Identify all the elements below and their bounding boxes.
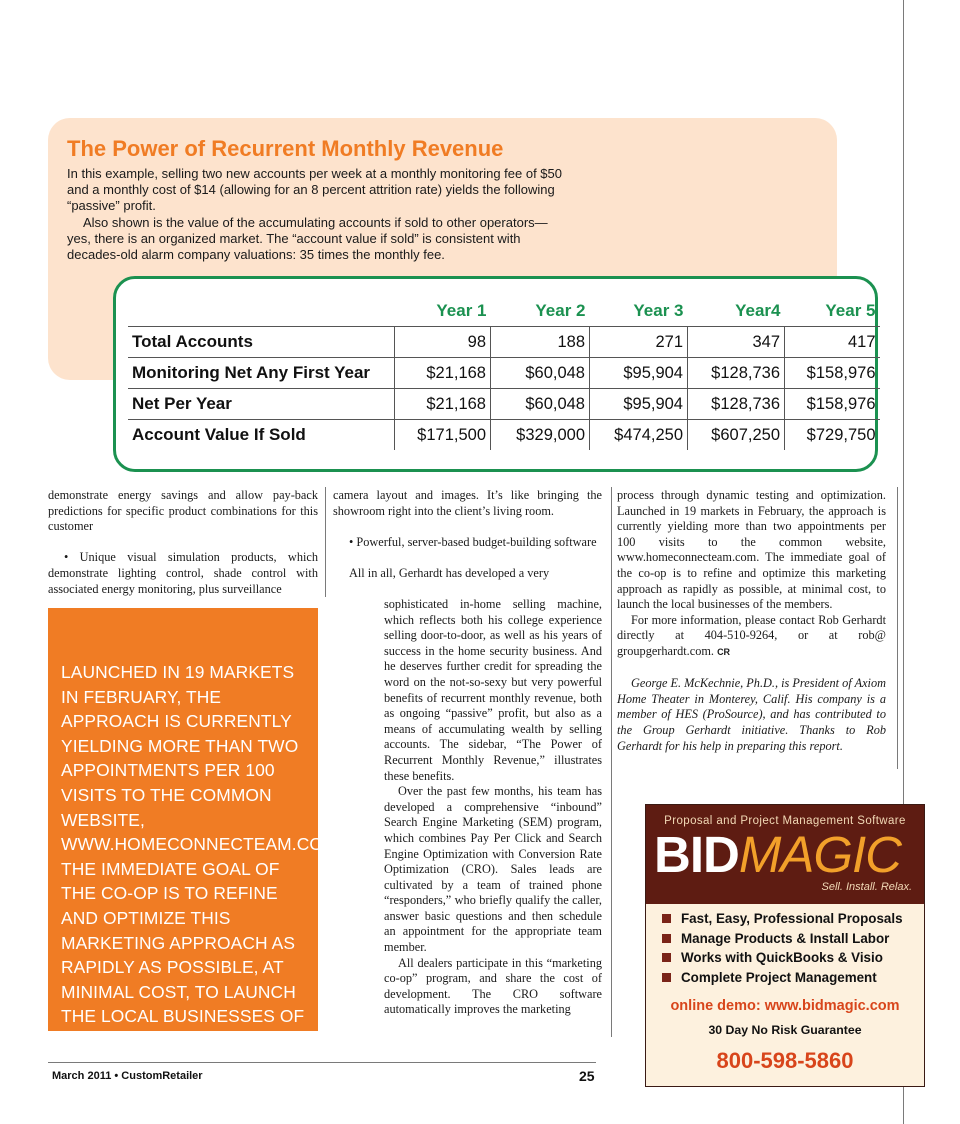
list-item [662, 948, 903, 968]
body-paragraph-lead: All in all, Gerhardt has developed a very [349, 565, 550, 580]
table-cell: $729,750 [785, 420, 880, 451]
column-rule-2 [611, 487, 612, 1037]
body-paragraph: • Powerful, server-based budget-building software [349, 534, 597, 549]
ad-demo-link[interactable]: online demo: www.bidmagic.com [670, 998, 900, 1014]
body-paragraph: Over the past few months, his team has developed a comprehensive “inbound” Search Engine Marketing (SEM) program, which combines Pay Per Click and Search Engine Optimization with Conversion Rate Optimization (CRO). Sales leads are cultivated by a team of trained phone “responders,” who briefly qualify the caller, answer basic questions and then schedule an appointment for the appropriate team member. [384, 784, 602, 955]
pull-quote-text: LAUNCHED IN 19 MARKETS IN FEBRUARY, THE APPROACH IS CURRENTLY YIELDING MORE THAN TWO APPOINTMENTS PER 100 VISITS TO THE COMMON WEBSITE, WWW.HOMECONNECTEAM.COM. THE IMMEDIATE GOAL OF THE CO-OP IS TO REFINE AND OPTIMIZE THIS MARKETING APPROACH AS RAPIDLY AS POSSIBLE, AT MINIMAL COST, TO LAUNCH THE LOCAL BUSINESSES OF THE MEMBERS. [61, 662, 343, 1051]
column-header: Year4 [735, 301, 781, 320]
row-label: Monitoring Net Any First Year [128, 358, 395, 389]
table-cell: $128,736 [688, 389, 785, 420]
sidebar-title: The Power of Recurrent Monthly Revenue [67, 136, 504, 161]
revenue-table [128, 296, 880, 450]
body-column-2-wrap [384, 597, 602, 1018]
body-column-2 [333, 488, 602, 582]
square-bullet-icon [662, 973, 671, 982]
body-paragraph [617, 613, 886, 661]
logo-bid: BID [654, 826, 739, 883]
table-cell: 271 [590, 327, 688, 358]
body-paragraph: camera layout and images. It’s like bringing the showroom right into the client’s living room. [333, 488, 602, 518]
column-rule-3 [897, 487, 898, 769]
square-bullet-icon [662, 934, 671, 943]
sidebar-intro [67, 166, 562, 263]
body-paragraph: • Unique visual simulation products, which demonstrate lighting control, shade control with associated energy monitoring, plus surveillance [48, 550, 318, 596]
ad-header [646, 805, 924, 904]
table-cell: $158,976 [785, 389, 880, 420]
body-paragraph: process through dynamic testing and optimization. Launched in 19 markets in February, the approach is currently yielding more than two appointments per 100 visits to the common website, www.homeconnecteam.com. The immediate goal of the co-op is to refine and optimize this marketing approach as rapidly as possible, at minimal cost, to launch the local businesses of the members. [617, 488, 886, 612]
sidebar-paragraph-2: Also shown is the value of the accumulating accounts if sold to other operators—yes, there is an organized market. The “account value if sold” is consistent with decades-old alarm company valuations: 35 times the monthly fee. [67, 214, 548, 263]
table-cell: 417 [785, 327, 880, 358]
square-bullet-icon [662, 953, 671, 962]
table-cell: $60,048 [491, 389, 590, 420]
table-cell: 188 [491, 327, 590, 358]
table-cell: $128,736 [688, 358, 785, 389]
end-mark: CR [717, 646, 731, 657]
table-cell: $21,168 [395, 389, 491, 420]
table-cell: $171,500 [395, 420, 491, 451]
list-item [662, 909, 903, 929]
logo-magic: MAGIC [738, 826, 902, 883]
sidebar-paragraph-1: In this example, selling two new accounts per week at a monthly monitoring fee of $50 and a monthly cost of $14 (allowing for an 8 percent attrition rate) yields the following “passive” profit. [67, 166, 562, 214]
ad-slogan: Sell. Install. Relax. [821, 881, 912, 893]
body-paragraph: All dealers participate in this “marketing co-op” program, and share the cost of development. The CRO software automatically improves the marketing [384, 955, 602, 1017]
ad-tagline: Proposal and Project Management Software [664, 815, 906, 827]
feature-label: Complete Project Management [681, 969, 877, 985]
list-item [662, 929, 903, 949]
square-bullet-icon [662, 914, 671, 923]
table-cell: $95,904 [590, 389, 688, 420]
feature-label: Manage Products & Install Labor [681, 930, 890, 946]
ad-feature-list [662, 909, 903, 987]
table-cell: $329,000 [491, 420, 590, 451]
table-cell: $21,168 [395, 358, 491, 389]
table-cell: $60,048 [491, 358, 590, 389]
table-cell: $158,976 [785, 358, 880, 389]
bidmagic-advertisement[interactable] [645, 804, 925, 1087]
footer-rule [48, 1062, 596, 1063]
column-header: Year 5 [825, 301, 876, 320]
column-header: Year 3 [633, 301, 684, 320]
table-row [128, 327, 880, 358]
table-corner [128, 296, 395, 327]
table-row [128, 389, 880, 420]
feature-label: Works with QuickBooks & Visio [681, 950, 883, 966]
feature-label: Fast, Easy, Professional Proposals [681, 911, 903, 926]
column-rule-1 [325, 487, 326, 597]
row-label: Total Accounts [128, 327, 395, 358]
column-header: Year 2 [535, 301, 586, 320]
table-cell: 98 [395, 327, 491, 358]
body-column-3 [617, 488, 886, 754]
ad-phone-number[interactable]: 800-598-5860 [716, 1048, 854, 1073]
table-cell: 347 [688, 327, 785, 358]
column-header: Year 1 [436, 301, 487, 320]
table-row [128, 420, 880, 451]
author-bio: George E. McKechnie, Ph.D., is President of Axiom Home Theater in Monterey, Calif. His company is a member of HES (ProSource), and has contributed to the Group Gerhardt initiative. Thanks to Rob Gerhardt for his help in preparing this report. [617, 676, 886, 753]
table-header-row [128, 296, 880, 327]
body-column-1 [48, 488, 318, 597]
ad-guarantee: 30 Day No Risk Guarantee [708, 1023, 862, 1037]
row-label: Net Per Year [128, 389, 395, 420]
list-item [662, 968, 903, 988]
row-label: Account Value If Sold [128, 420, 395, 451]
page-number: 25 [579, 1068, 595, 1084]
body-paragraph: sophisticated in-home selling machine, which reflects both his college experience selling door-to-door, as well as his years of success in the home security business. And he deserves further credit for spreading the word on the not-so-sexy but very powerful benefits of recurrent monthly revenue, both as ongoing “passive” profit, but also as a means of accumulating wealth by selling accounts. The sidebar, “The Power of Recurrent Monthly Revenue,” illustrates these benefits. [384, 597, 602, 783]
table-cell: $95,904 [590, 358, 688, 389]
bidmagic-logo [654, 827, 901, 883]
table-cell: $607,250 [688, 420, 785, 451]
contact-text: For more information, please contact Rob Gerhardt directly at 404-510-9264, or at rob@ groupgerhardt.com. [617, 612, 886, 658]
table-row [128, 358, 880, 389]
footer-issue: March 2011 • CustomRetailer [52, 1070, 203, 1082]
table-cell: $474,250 [590, 420, 688, 451]
body-paragraph: demonstrate energy savings and allow pay-back predictions for specific product combinations for this customer [48, 488, 318, 534]
